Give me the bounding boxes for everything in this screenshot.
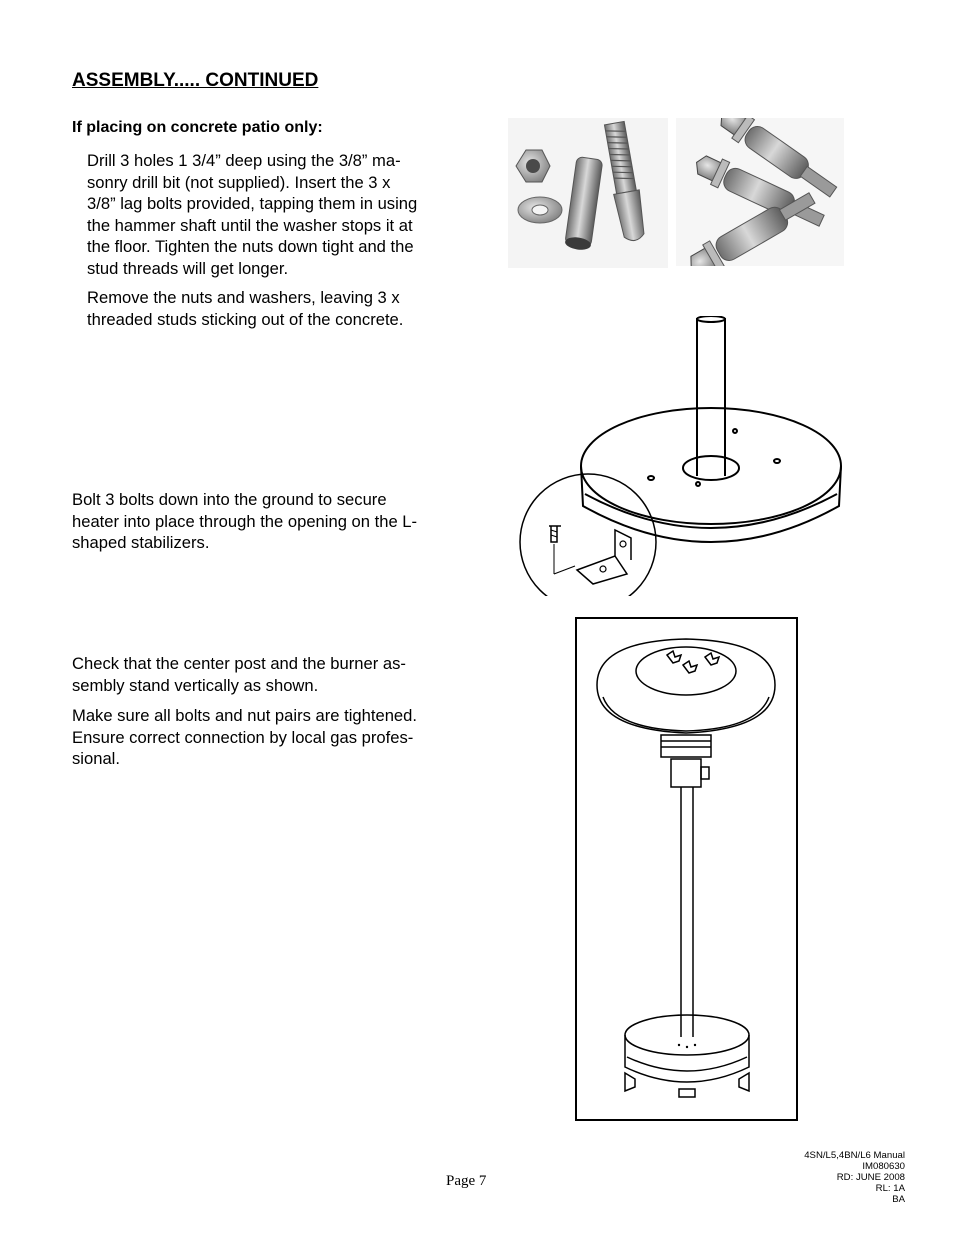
text-line: stud threads will get longer. [87,258,289,278]
text-line: sional. [72,749,120,769]
text-line: Check that the center post and the burner as- [72,654,406,673]
text-line: shaped stabilizers. [72,533,210,553]
text-line: threaded studs sticking out of the concrete. [87,309,404,329]
paragraph-check-vertical [72,653,406,696]
footer-doc-id: IM080630 [862,1161,905,1172]
footer-revision-date: RD: JUNE 2008 [836,1172,905,1183]
full-heater-drawing [575,617,799,1121]
lag-bolt-parts-photo [508,118,668,268]
text-line: Bolt 3 bolts down into the ground to secure [72,490,387,509]
text-line: the floor. Tighten the nuts down tight and the [87,237,414,257]
paragraph-remove-nuts [87,287,403,330]
section-subheading: If placing on concrete patio only: [72,119,323,136]
page-number: Page 7 [446,1173,487,1189]
text-line: Ensure correct connection by local gas profes- [72,727,414,747]
page-heading: ASSEMBLY..... CONTINUED [72,70,319,91]
assembled-anchor-bolts-photo [676,118,844,266]
heater-base-stabilizer-drawing [515,316,845,596]
paragraph-bolt-down [72,489,417,554]
text-line: sonry drill bit (not supplied). Insert the 3 x [87,172,391,192]
text-line: sembly stand vertically as shown. [72,675,319,695]
footer-manual-name: 4SN/L5,4BN/L6 Manual [804,1150,905,1161]
text-line: 3/8” lag bolts provided, tapping them in using [87,194,418,214]
paragraph-drill-holes [87,150,417,280]
text-line: Make sure all bolts and nut pairs are tightened. [72,706,417,725]
paragraph-tighten-bolts [72,705,417,770]
document-footer [755,1150,905,1205]
footer-ba: BA [892,1194,905,1205]
text-line: Drill 3 holes 1 3/4” deep using the 3/8” ma- [87,151,401,170]
text-line: the hammer shaft until the washer stops it at [87,215,413,235]
text-line: Remove the nuts and washers, leaving 3 x [87,288,400,307]
text-line: heater into place through the opening on the L- [72,511,418,531]
footer-revision-level: RL: 1A [875,1183,905,1194]
